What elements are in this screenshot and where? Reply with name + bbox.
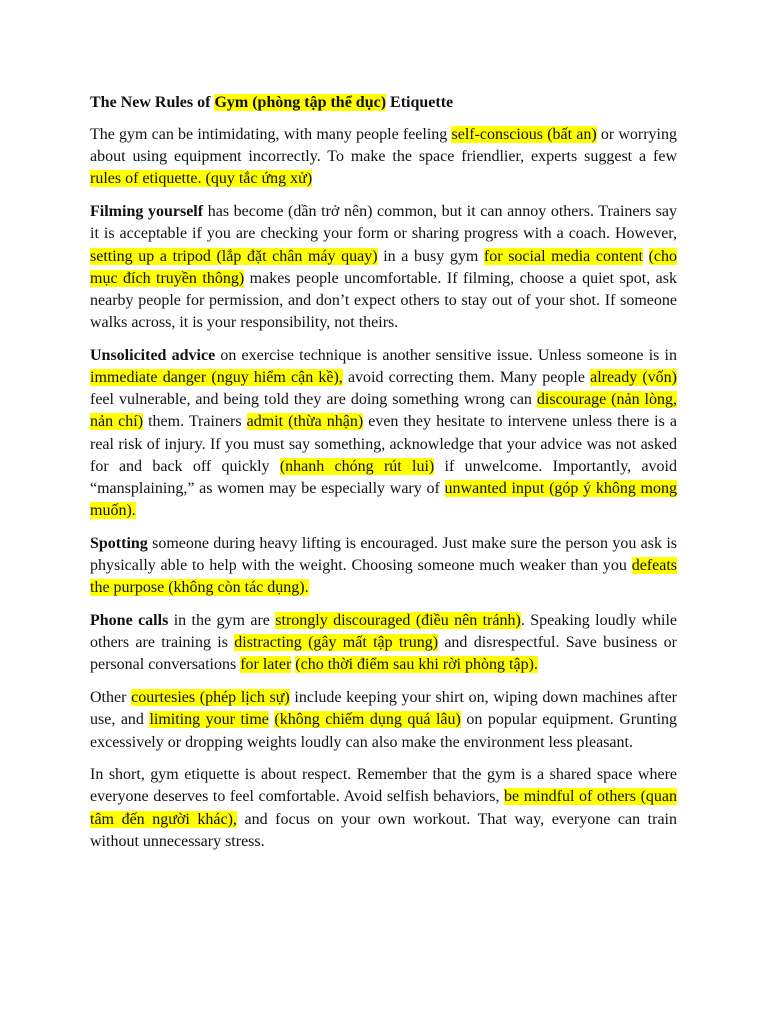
text-run: makes people uncomfortable. If filming, choose a quiet spot, ask nearby people for permission, and don’t expect others to stay out of your shot. If someone walks across, it is your responsibility, not theirs. — [90, 269, 678, 332]
text-run: even they hesitate to intervene unless there is a real risk of injury. If you must say something, acknowledge that your advice was not asked for and back off quickly — [90, 413, 677, 475]
text-run: in the gym are — [168, 612, 276, 630]
highlighted-phrase: (nhanh chóng rút lui) — [279, 457, 435, 475]
text-run: them. Trainers — [143, 413, 247, 431]
highlighted-phrase: for social media content — [483, 247, 643, 265]
document-title — [90, 92, 677, 114]
bold-lead-term: Filming yourself — [90, 203, 204, 221]
bold-lead-term: Phone calls — [90, 612, 169, 630]
text-run: in a busy gym — [377, 247, 484, 265]
highlighted-phrase: (cho mục đích truyền thông) — [90, 247, 678, 287]
paragraph — [90, 687, 677, 754]
text-run: on exercise technique is another sensitive issue. Unless someone is in — [215, 346, 677, 364]
paragraph — [90, 533, 677, 600]
paragraph — [90, 610, 677, 677]
text-run: The gym can be intimidating, with many people feeling — [90, 126, 452, 143]
document-page — [90, 92, 677, 864]
bold-lead-term: Unsolicited advice — [90, 346, 216, 364]
text-run: or worrying about using equipment incorrectly. To make the space friendlier, experts suggest a few — [90, 126, 678, 166]
highlighted-phrase: defeats the purpose (không còn tác dụng). — [90, 557, 677, 597]
text-run: if unwelcome. Importantly, avoid “mansplaining,” as women may be especially wary of — [90, 457, 677, 498]
document-body — [90, 124, 677, 853]
text-run — [643, 248, 649, 265]
paragraph — [90, 124, 677, 191]
highlighted-phrase: admit (thừa nhận) — [246, 413, 364, 431]
highlighted-phrase: (cho thời điểm sau khi rời phòng tập). — [295, 656, 538, 674]
text-run: feel vulnerable, and being told they are doing something wrong can — [90, 391, 537, 409]
highlighted-phrase: unwanted input (góp ý không mong muốn). — [90, 480, 677, 520]
highlighted-phrase: setting up a tripod (lắp đặt chân máy quay) — [90, 247, 378, 265]
highlighted-phrase: limiting your time — [149, 711, 269, 729]
text-run: . Speaking loudly while others are training is — [90, 612, 678, 652]
text-run: Other — [90, 689, 132, 707]
highlighted-phrase: rules of etiquette. (quy tắc ứng xử) — [90, 170, 313, 188]
highlighted-phrase: (không chiếm dụng quá lâu) — [274, 711, 461, 729]
text-run: The New Rules of — [90, 94, 215, 111]
highlighted-phrase: distracting (gây mất tập trung) — [234, 634, 439, 652]
highlighted-phrase: already (vốn) — [590, 369, 677, 387]
highlighted-phrase: for later — [240, 656, 292, 674]
text-run: has become (dần trở nên) common, but it can annoy others. Trainers say it is acceptable if you are checking your form or sharing progress with a coach. However, — [90, 203, 678, 243]
highlighted-phrase: self-conscious (bất an) — [451, 126, 597, 143]
paragraph — [90, 345, 677, 523]
text-run: and focus on your own workout. That way, everyone can train without unnecessary stress. — [90, 810, 677, 850]
paragraph — [90, 201, 677, 334]
text-run: In short, gym etiquette is about respect. Remember that the gym is a shared space where everyone deserves to feel comfortable. Avoid selfish behaviors, — [90, 766, 677, 806]
highlighted-phrase: discourage (nản lòng, nản chí) — [90, 391, 677, 431]
paragraph — [90, 764, 677, 853]
highlighted-phrase: be mindful of others (quan tâm đến người khác), — [90, 788, 677, 828]
text-run: Etiquette — [386, 94, 454, 111]
highlighted-phrase: Gym (phòng tập thể dục) — [214, 94, 387, 111]
bold-lead-term: Spotting — [90, 534, 148, 552]
text-run: avoid correcting them. Many people — [342, 369, 591, 387]
text-run: on popular equipment. Grunting excessively or dropping weights loudly can also make the environment less pleasant. — [90, 711, 678, 751]
text-run: include keeping your shirt on, wiping down machines after use, and — [90, 689, 678, 729]
text-run: someone during heavy lifting is encouraged. Just make sure the person you ask is physically able to help with the weight. Choosing someone much weaker than you — [90, 534, 677, 575]
highlighted-phrase: strongly discouraged (điều nên tránh) — [275, 612, 521, 630]
text-run: and disrespectful. Save business or personal conversations — [90, 634, 677, 674]
highlighted-phrase: courtesies (phép lịch sự) — [131, 689, 290, 707]
highlighted-phrase: immediate danger (nguy hiểm cận kề), — [90, 369, 343, 387]
